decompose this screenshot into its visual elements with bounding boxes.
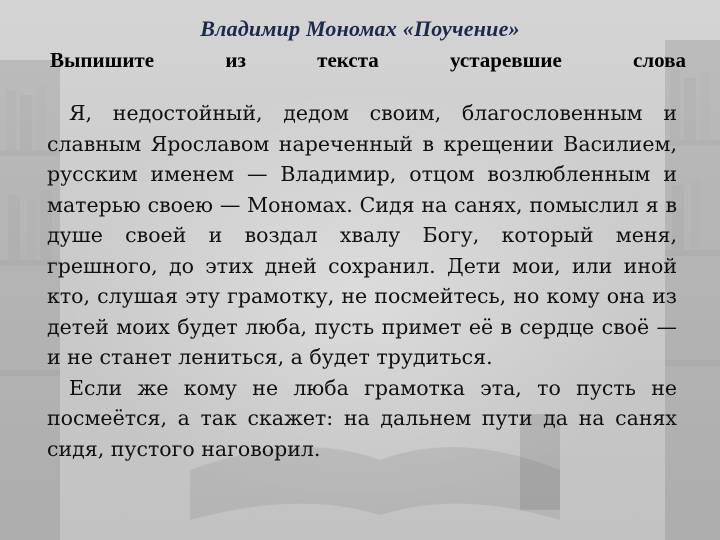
task-instruction [50, 48, 686, 73]
instruction-word: устаревшие [450, 48, 562, 72]
excerpt-text [47, 98, 677, 464]
instruction-word: Выпишите [50, 48, 155, 72]
page-title: Владимир Мономах «Поучение» [200, 16, 520, 41]
instruction-word: слова [633, 48, 686, 72]
instruction-word: текста [317, 48, 379, 72]
instruction-word: из [225, 48, 246, 72]
paragraph: Я, недостойный, дедом своим, благословенным и славным Ярославом нареченный в крещении Василием, русским именем — Владимир, отцом возлюбленным и матерью своею — Мономах. Сидя на санях, помыслил я в душе своей и воздал хвалу Богу, который меня, грешного, до этих дней сохранил. Дети мои, или иной кто, слушая эту грамотку, не посмейтесь, но кому она из детей моих будет люба, пусть примет её в сердце своё — и не станет лениться, а будет трудиться. [47, 101, 677, 369]
paragraph: Если же кому не люба грамотка эта, то пусть не посмеётся, а так скажет: на дальнем пути да на санях сидя, пустого наговорил. [47, 375, 677, 461]
